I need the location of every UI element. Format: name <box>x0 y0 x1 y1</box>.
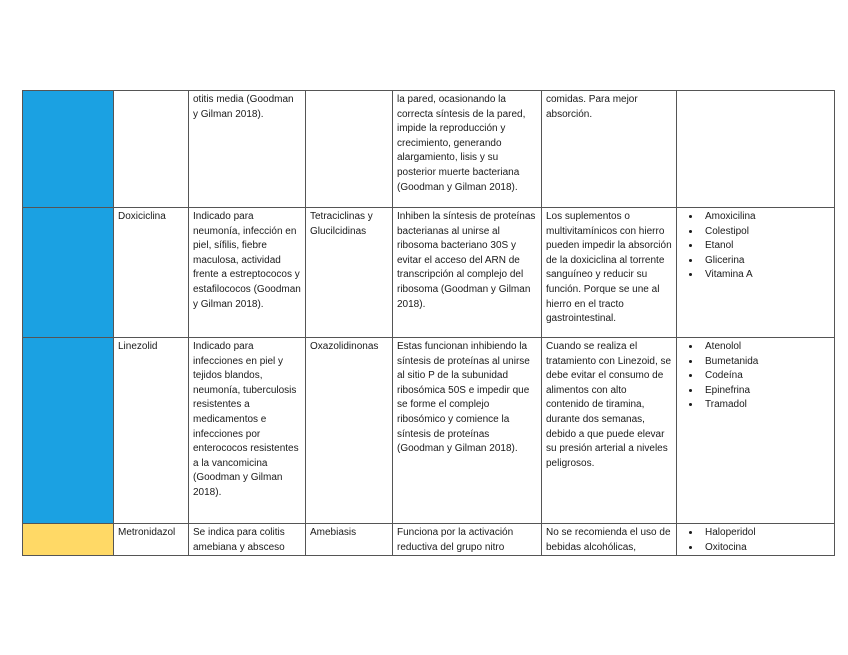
row-color-band <box>23 208 114 338</box>
drug-interactions-cell <box>677 338 835 524</box>
drug-interactions-cell <box>677 524 835 556</box>
interaction-item: • Glicerina <box>701 254 830 269</box>
interaction-item: • Bumetanida <box>701 355 830 370</box>
drug-class-cell: Oxazolidinonas <box>306 338 393 524</box>
interaction-item: • Epinefrina <box>701 384 830 399</box>
indication-cell: Indicado para neumonía, infección en piel, sífilis, fiebre maculosa, actividad frente a estreptococos y estafilococos (Goodman y Gilman 2018). <box>189 208 306 338</box>
interaction-item: • Colestipol <box>701 225 830 240</box>
interaction-item: • Codeína <box>701 369 830 384</box>
mechanism-cell: Inhiben la síntesis de proteínas bacterianas al unirse al ribosoma bacteriano 30S y evitar el acceso del ARN de transcripción al complejo del ribosoma (Goodman y Gilman 2018). <box>393 208 542 338</box>
mechanism-cell: la pared, ocasionando la correcta síntesis de la pared, impide la reproducción y crecimiento, generando alargamiento, lisis y su posterior muerte bacteriana (Goodman y Gilman 2018). <box>393 91 542 208</box>
drug-name-cell: Doxiciclina <box>114 208 189 338</box>
drug-interactions-cell <box>677 208 835 338</box>
drug-name-cell: Metronidazol <box>114 524 189 556</box>
interaction-item: • Vitamina A <box>701 268 830 283</box>
row-color-band <box>23 524 114 556</box>
interaction-list <box>681 210 830 283</box>
mechanism-cell: Estas funcionan inhibiendo la síntesis de proteínas al unirse al sitio P de la subunidad ribosómica 50S e impedir que se forme el complejo ribosómico y comience la síntesis de proteínas (Goodman y Gilman 2018). <box>393 338 542 524</box>
row-color-band <box>23 91 114 208</box>
table-row <box>23 338 835 524</box>
food-interaction-cell: Los suplementos o multivitamínicos con hierro pueden impedir la absorción de la doxiciclina al torrente sanguíneo y reducir su función. Porque se une al hierro en el tracto gastrointestinal. <box>542 208 677 338</box>
drug-class-cell: Tetraciclinas y Glucilcidinas <box>306 208 393 338</box>
interaction-item: • Haloperidol <box>701 526 830 541</box>
interaction-list <box>681 340 830 413</box>
drug-table <box>22 90 835 556</box>
interaction-item: • Amoxicilina <box>701 210 830 225</box>
drug-interactions-cell <box>677 91 835 208</box>
food-interaction-cell: No se recomienda el uso de bebidas alcohólicas, <box>542 524 677 556</box>
food-interaction-cell: Cuando se realiza el tratamiento con Linezoid, se debe evitar el consumo de alimentos con alto contenido de tiramina, durante dos semanas, debido a que puede elevar su presión arterial a niveles peligrosos. <box>542 338 677 524</box>
mechanism-cell: Funciona por la activación reductiva del grupo nitro <box>393 524 542 556</box>
indication-cell: Indicado para infecciones en piel y tejidos blandos, neumonía, tuberculosis resistentes a medicamentos e infecciones por enterococos resistentes a la vancomicina (Goodman y Gilman 2018). <box>189 338 306 524</box>
food-interaction-cell: comidas. Para mejor absorción. <box>542 91 677 208</box>
interaction-list <box>681 526 830 555</box>
row-color-band <box>23 338 114 524</box>
interaction-item: • Oxitocina <box>701 541 830 556</box>
table-row <box>23 91 835 208</box>
table-row <box>23 208 835 338</box>
drug-class-cell: Amebiasis <box>306 524 393 556</box>
interaction-item: • Atenolol <box>701 340 830 355</box>
indication-cell: otitis media (Goodman y Gilman 2018). <box>189 91 306 208</box>
drug-name-cell: Linezolid <box>114 338 189 524</box>
drug-class-cell <box>306 91 393 208</box>
interaction-item: • Tramadol <box>701 398 830 413</box>
drug-name-cell <box>114 91 189 208</box>
table-row <box>23 524 835 556</box>
interaction-item: • Etanol <box>701 239 830 254</box>
indication-cell: Se indica para colitis amebiana y absceso <box>189 524 306 556</box>
